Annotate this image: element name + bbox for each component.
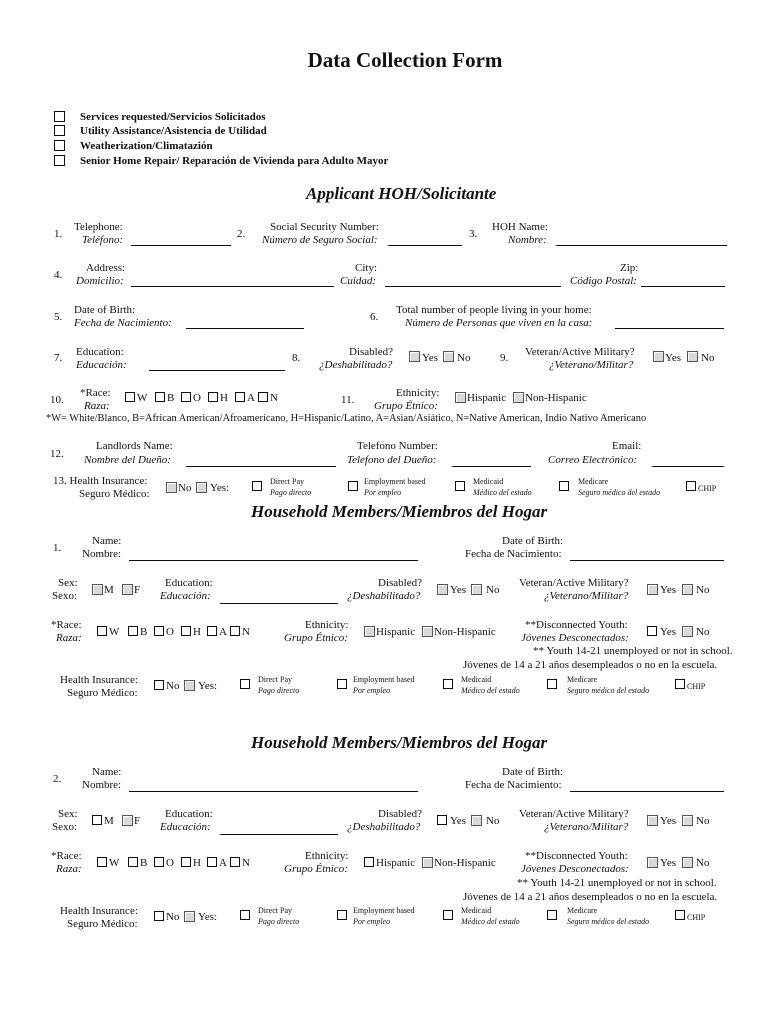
race-h-label: H <box>193 857 201 869</box>
education-label: Education: <box>76 346 124 358</box>
medicare-label: Medicare <box>567 906 598 915</box>
veteran-no-checkbox[interactable] <box>687 351 698 362</box>
item-number: 10. <box>50 394 64 406</box>
medicare-checkbox[interactable] <box>547 910 557 920</box>
veteran-label-es: ¿Veterano/Militar? <box>544 590 629 602</box>
yes-label: Yes: <box>198 911 218 923</box>
yes-label: Yes <box>450 815 467 827</box>
services-requested-checkbox[interactable] <box>54 111 65 122</box>
race-o-label: O <box>166 626 174 638</box>
disconnected-yes-checkbox[interactable] <box>647 857 658 868</box>
youth-note-es: Jóvenes de 14 a 21 años desempleados o no en la escuela. <box>463 891 718 903</box>
zip-label-es: Código Postal: <box>570 275 637 287</box>
no-label: No <box>701 352 715 364</box>
sex-m-checkbox[interactable] <box>92 815 102 825</box>
medicaid-label: Medicaid <box>461 675 492 684</box>
education-label-es: Educación: <box>160 590 211 602</box>
race-n-label: N <box>270 392 278 404</box>
sex-f-label: F <box>134 584 141 596</box>
landlord-phone-label-es: Telefono del Dueño: <box>347 454 437 466</box>
race-o-checkbox[interactable] <box>181 392 191 402</box>
zip-field[interactable] <box>641 286 725 287</box>
city-field[interactable] <box>385 286 561 287</box>
yes-label: Yes <box>660 857 677 869</box>
sex-label-es: Sexo: <box>52 821 78 833</box>
disconnected-youth-label-es: Jóvenes Desconectados: <box>521 632 629 644</box>
medicare-label-es: Seguro médico del estado <box>567 917 650 926</box>
employment-label-es: Por empleo <box>353 686 391 695</box>
member-2-name-field[interactable] <box>129 791 418 792</box>
hispanic-checkbox[interactable] <box>364 857 374 867</box>
ethnicity-label: Ethnicity: <box>305 850 349 862</box>
item-number: 5. <box>54 311 63 323</box>
insurance-no-checkbox[interactable] <box>154 911 164 921</box>
race-legend-note: *W= White/Blanco, B=African American/Afroamericano, H=Hispanic/Latino, A=Asian/Asiático, N=Native American, Indio Nativo Americano <box>46 413 647 424</box>
medicare-label: Medicare <box>578 477 609 486</box>
employment-checkbox[interactable] <box>337 679 347 689</box>
race-n-checkbox[interactable] <box>258 392 268 402</box>
health-insurance-label: 13. Health Insurance: <box>53 475 148 487</box>
item-number: 11. <box>341 394 355 406</box>
item-number: 9. <box>500 352 509 364</box>
hoh-name-label: HOH Name: <box>492 221 548 233</box>
member-dob-label-es: Fecha de Nacimiento: <box>465 548 562 560</box>
veteran-no-checkbox[interactable] <box>682 584 693 595</box>
sex-label: Sex: <box>58 577 78 589</box>
race-a-label: A <box>219 857 227 869</box>
race-label-es: Raza: <box>84 400 110 412</box>
race-o-checkbox[interactable] <box>154 626 164 636</box>
disconnected-no-checkbox[interactable] <box>682 857 693 868</box>
no-label: No <box>696 857 710 869</box>
medicare-checkbox[interactable] <box>559 481 569 491</box>
youth-note: ** Youth 14-21 unemployed or not in school. <box>533 645 733 657</box>
disabled-label: Disabled? <box>378 577 422 589</box>
direct-pay-label: Direct Pay <box>258 675 292 684</box>
disabled-no-checkbox[interactable] <box>471 815 482 826</box>
veteran-label: Veteran/Active Military? <box>519 577 629 589</box>
ssn-field[interactable] <box>388 245 462 246</box>
member-2-education-field[interactable] <box>220 834 338 835</box>
household-size-label: Total number of people living in your home: <box>396 304 592 316</box>
medicaid-checkbox[interactable] <box>455 481 465 491</box>
no-label: No <box>166 680 180 692</box>
address-field[interactable] <box>131 286 334 287</box>
landlord-phone-label: Telefono Number: <box>357 440 438 452</box>
hispanic-label: Hispanic <box>376 857 416 869</box>
disabled-no-checkbox[interactable] <box>471 584 482 595</box>
employment-checkbox[interactable] <box>337 910 347 920</box>
veteran-yes-checkbox[interactable] <box>647 815 658 826</box>
race-b-checkbox[interactable] <box>128 626 138 636</box>
health-insurance-label-es: Seguro Médico: <box>79 488 150 500</box>
zip-label: Zip: <box>620 262 639 274</box>
direct-pay-label: Direct Pay <box>258 906 292 915</box>
no-label: No <box>457 352 471 364</box>
ethnicity-label-es: Grupo Étnico: <box>374 400 438 412</box>
medicaid-label-es: Médico del estado <box>461 686 520 695</box>
race-o-label: O <box>166 857 174 869</box>
veteran-no-checkbox[interactable] <box>682 815 693 826</box>
ssn-label: Social Security Number: <box>270 221 379 233</box>
disabled-yes-checkbox[interactable] <box>437 584 448 595</box>
chip-checkbox[interactable] <box>675 910 685 920</box>
sex-f-checkbox[interactable] <box>122 815 133 826</box>
medicare-checkbox[interactable] <box>547 679 557 689</box>
medicaid-label: Medicaid <box>461 906 492 915</box>
member-name-label-es: Nombre: <box>82 779 122 791</box>
race-a-checkbox[interactable] <box>207 626 217 636</box>
chip-label: CHIP <box>687 913 706 922</box>
sex-m-label: M <box>104 584 114 596</box>
member-dob-label-es: Fecha de Nacimiento: <box>465 779 562 791</box>
medicaid-checkbox[interactable] <box>443 679 453 689</box>
item-number: 7. <box>54 352 63 364</box>
item-number: 1. <box>53 542 62 554</box>
telephone-field[interactable] <box>131 245 231 246</box>
member-name-label: Name: <box>92 766 122 778</box>
medicare-label-es: Seguro médico del estado <box>567 686 650 695</box>
veteran-label-es: ¿Veterano/Militar? <box>544 821 629 833</box>
veteran-label: Veteran/Active Military? <box>525 346 635 358</box>
race-n-label: N <box>242 626 250 638</box>
household-size-label-es: Número de Personas que viven en la casa: <box>405 317 593 329</box>
medicaid-label-es: Médico del estado <box>461 917 520 926</box>
veteran-yes-checkbox[interactable] <box>647 584 658 595</box>
direct-pay-checkbox[interactable] <box>240 910 250 920</box>
race-a-label: A <box>247 392 255 404</box>
yes-label: Yes <box>660 815 677 827</box>
medicare-label-es: Seguro médico del estado <box>578 488 661 497</box>
disabled-label: Disabled? <box>378 808 422 820</box>
employment-checkbox[interactable] <box>348 481 358 491</box>
medicaid-checkbox[interactable] <box>443 910 453 920</box>
member-1-name-field[interactable] <box>129 560 418 561</box>
race-a-label: A <box>219 626 227 638</box>
item-number: 8. <box>292 352 301 364</box>
yes-label: Yes: <box>210 482 230 494</box>
no-label: No <box>178 482 192 494</box>
veteran-yes-checkbox[interactable] <box>653 351 664 362</box>
chip-label: CHIP <box>687 682 706 691</box>
dob-field[interactable] <box>186 328 304 329</box>
landlord-name-label: Landlords Name: <box>96 440 173 452</box>
hispanic-label: Hispanic <box>467 392 507 404</box>
direct-pay-label: Direct Pay <box>270 477 304 486</box>
direct-pay-checkbox[interactable] <box>252 481 262 491</box>
no-label: No <box>696 815 710 827</box>
race-b-label: B <box>140 857 148 869</box>
item-number: 4. <box>54 269 63 281</box>
medicaid-label: Medicaid <box>473 477 504 486</box>
race-w-checkbox[interactable] <box>97 857 107 867</box>
sex-label: Sex: <box>58 808 78 820</box>
non-hispanic-label: Non-Hispanic <box>525 392 587 404</box>
race-h-checkbox[interactable] <box>181 626 191 636</box>
direct-pay-label-es: Pago directo <box>258 917 300 926</box>
weatherization-checkbox[interactable] <box>54 140 65 151</box>
services-requested-label: Services requested/Servicios Solicitados <box>80 111 266 123</box>
utility-assistance-checkbox[interactable] <box>54 125 65 136</box>
yes-label: Yes <box>450 584 467 596</box>
hoh-name-field[interactable] <box>556 245 727 246</box>
yes-label: Yes: <box>198 680 218 692</box>
sex-f-label: F <box>134 815 141 827</box>
no-label: No <box>486 584 500 596</box>
hispanic-checkbox[interactable] <box>364 626 375 637</box>
disabled-yes-checkbox[interactable] <box>409 351 420 362</box>
item-number: 6. <box>370 311 379 323</box>
disabled-label: Disabled? <box>349 346 393 358</box>
weatherization-label: Weatherization/Climatazión <box>80 140 213 152</box>
chip-label: CHIP <box>698 484 717 493</box>
race-label: *Race: <box>80 387 111 399</box>
dob-label: Date of Birth: <box>74 304 136 316</box>
race-h-checkbox[interactable] <box>208 392 218 402</box>
direct-pay-label-es: Pago directo <box>258 686 300 695</box>
disconnected-youth-label: **Disconnected Youth: <box>525 619 628 631</box>
race-n-label: N <box>242 857 250 869</box>
yes-label: Yes <box>660 626 677 638</box>
direct-pay-label-es: Pago directo <box>270 488 312 497</box>
disconnected-no-checkbox[interactable] <box>682 626 693 637</box>
member-dob-label: Date of Birth: <box>502 766 564 778</box>
education-label-es: Educación: <box>76 359 127 371</box>
race-a-checkbox[interactable] <box>207 857 217 867</box>
member-1-education-field[interactable] <box>220 603 338 604</box>
employment-label-es: Por empleo <box>353 917 391 926</box>
ethnicity-label: Ethnicity: <box>305 619 349 631</box>
address-label: Address: <box>86 262 126 274</box>
household-heading: Household Members/Miembros del Hogar <box>251 502 548 521</box>
race-w-label: W <box>109 626 120 638</box>
race-n-checkbox[interactable] <box>230 626 240 636</box>
race-h-checkbox[interactable] <box>181 857 191 867</box>
insurance-yes-checkbox[interactable] <box>184 911 195 922</box>
city-label-es: Cuidad: <box>340 275 377 287</box>
disabled-yes-checkbox[interactable] <box>437 815 447 825</box>
direct-pay-checkbox[interactable] <box>240 679 250 689</box>
race-label: *Race: <box>51 619 82 631</box>
education-label: Education: <box>165 808 213 820</box>
yes-label: Yes <box>665 352 682 364</box>
sex-m-checkbox[interactable] <box>92 584 103 595</box>
non-hispanic-checkbox[interactable] <box>422 626 433 637</box>
race-b-label: B <box>167 392 175 404</box>
sex-f-checkbox[interactable] <box>122 584 133 595</box>
item-number: 1. <box>54 228 63 240</box>
telephone-label-es: Teléfono: <box>82 234 124 246</box>
medicaid-label-es: Médico del estado <box>473 488 532 497</box>
disconnected-youth-label: **Disconnected Youth: <box>525 850 628 862</box>
item-number: 3. <box>469 228 478 240</box>
disabled-no-checkbox[interactable] <box>443 351 454 362</box>
yes-label: Yes <box>422 352 439 364</box>
member-dob-label: Date of Birth: <box>502 535 564 547</box>
email-label: Email: <box>612 440 642 452</box>
race-a-checkbox[interactable] <box>235 392 245 402</box>
employment-label-es: Por empleo <box>364 488 402 497</box>
disabled-label-es: ¿Deshabilitado? <box>347 590 421 602</box>
education-field[interactable] <box>149 370 285 371</box>
medicare-label: Medicare <box>567 675 598 684</box>
non-hispanic-checkbox[interactable] <box>422 857 433 868</box>
ethnicity-label: Ethnicity: <box>396 387 440 399</box>
ssn-label-es: Número de Seguro Social: <box>262 234 378 246</box>
no-label: No <box>486 815 500 827</box>
race-label: *Race: <box>51 850 82 862</box>
race-o-checkbox[interactable] <box>154 857 164 867</box>
race-b-checkbox[interactable] <box>155 392 165 402</box>
insurance-yes-checkbox[interactable] <box>196 482 207 493</box>
non-hispanic-checkbox[interactable] <box>513 392 524 403</box>
health-insurance-label: Health Insurance: <box>60 905 138 917</box>
youth-note-es: Jóvenes de 14 a 21 años desempleados o no en la escuela. <box>463 659 718 671</box>
insurance-yes-checkbox[interactable] <box>184 680 195 691</box>
race-b-label: B <box>140 626 148 638</box>
chip-checkbox[interactable] <box>675 679 685 689</box>
race-o-label: O <box>193 392 201 404</box>
health-insurance-label: Health Insurance: <box>60 674 138 686</box>
race-w-label: W <box>109 857 120 869</box>
no-label: No <box>696 584 710 596</box>
veteran-label: Veteran/Active Military? <box>519 808 629 820</box>
non-hispanic-label: Non-Hispanic <box>434 857 496 869</box>
landlord-name-label-es: Nombre del Dueño: <box>84 454 171 466</box>
insurance-no-checkbox[interactable] <box>154 680 164 690</box>
senior-home-repair-label: Senior Home Repair/ Reparación de Vivienda para Adulto Mayor <box>80 155 389 167</box>
member-2-dob-field[interactable] <box>570 791 724 792</box>
race-label-es: Raza: <box>56 863 82 875</box>
employment-label: Employment based <box>353 675 415 684</box>
disabled-label-es: ¿Deshabilitado? <box>319 359 393 371</box>
education-label: Education: <box>165 577 213 589</box>
race-b-checkbox[interactable] <box>128 857 138 867</box>
disconnected-yes-checkbox[interactable] <box>647 626 657 636</box>
hispanic-label: Hispanic <box>376 626 416 638</box>
address-label-es: Domicilio: <box>76 275 124 287</box>
race-n-checkbox[interactable] <box>230 857 240 867</box>
race-h-label: H <box>193 626 201 638</box>
yes-label: Yes <box>660 584 677 596</box>
race-h-label: H <box>220 392 228 404</box>
health-insurance-label-es: Seguro Médico: <box>67 918 138 930</box>
disabled-label-es: ¿Deshabilitado? <box>347 821 421 833</box>
veteran-label-es: ¿Veterano/Militar? <box>549 359 634 371</box>
race-w-checkbox[interactable] <box>97 626 107 636</box>
chip-checkbox[interactable] <box>686 481 696 491</box>
landlord-phone-field[interactable] <box>452 466 531 467</box>
race-w-checkbox[interactable] <box>125 392 135 402</box>
sex-m-label: M <box>104 815 114 827</box>
item-number: 2. <box>237 228 246 240</box>
health-insurance-label-es: Seguro Médico: <box>67 687 138 699</box>
member-1-dob-field[interactable] <box>570 560 724 561</box>
member-name-label: Name: <box>92 535 122 547</box>
item-number: 2. <box>53 773 62 785</box>
education-label-es: Educación: <box>160 821 211 833</box>
hoh-name-label-es: Nombre: <box>508 234 547 246</box>
member-name-label-es: Nombre: <box>82 548 122 560</box>
applicant-heading: Applicant HOH/Solicitante <box>306 184 497 203</box>
landlord-name-field[interactable] <box>186 466 336 467</box>
insurance-no-checkbox[interactable] <box>166 482 177 493</box>
utility-assistance-label: Utility Assistance/Asistencia de Utilidad <box>80 125 267 137</box>
senior-home-repair-checkbox[interactable] <box>54 155 65 166</box>
race-label-es: Raza: <box>56 632 82 644</box>
employment-label: Employment based <box>364 477 426 486</box>
youth-note: ** Youth 14-21 unemployed or not in school. <box>517 877 717 889</box>
email-field[interactable] <box>652 466 724 467</box>
email-label-es: Correo Electrónico: <box>548 454 638 466</box>
ethnicity-label-es: Grupo Étnico: <box>284 863 348 875</box>
item-number: 12. <box>50 448 64 460</box>
hispanic-checkbox[interactable] <box>455 392 466 403</box>
no-label: No <box>166 911 180 923</box>
telephone-label: Telephone: <box>74 221 123 233</box>
dob-label-es: Fecha de Nacimiento: <box>74 317 172 329</box>
race-w-label: W <box>137 392 148 404</box>
household-size-field[interactable] <box>615 328 724 329</box>
city-label: City: <box>355 262 378 274</box>
no-label: No <box>696 626 710 638</box>
disconnected-youth-label-es: Jóvenes Desconectados: <box>521 863 629 875</box>
ethnicity-label-es: Grupo Étnico: <box>284 632 348 644</box>
sex-label-es: Sexo: <box>52 590 78 602</box>
non-hispanic-label: Non-Hispanic <box>434 626 496 638</box>
employment-label: Employment based <box>353 906 415 915</box>
household-heading: Household Members/Miembros del Hogar <box>251 733 548 752</box>
page-title: Data Collection Form <box>307 48 503 72</box>
